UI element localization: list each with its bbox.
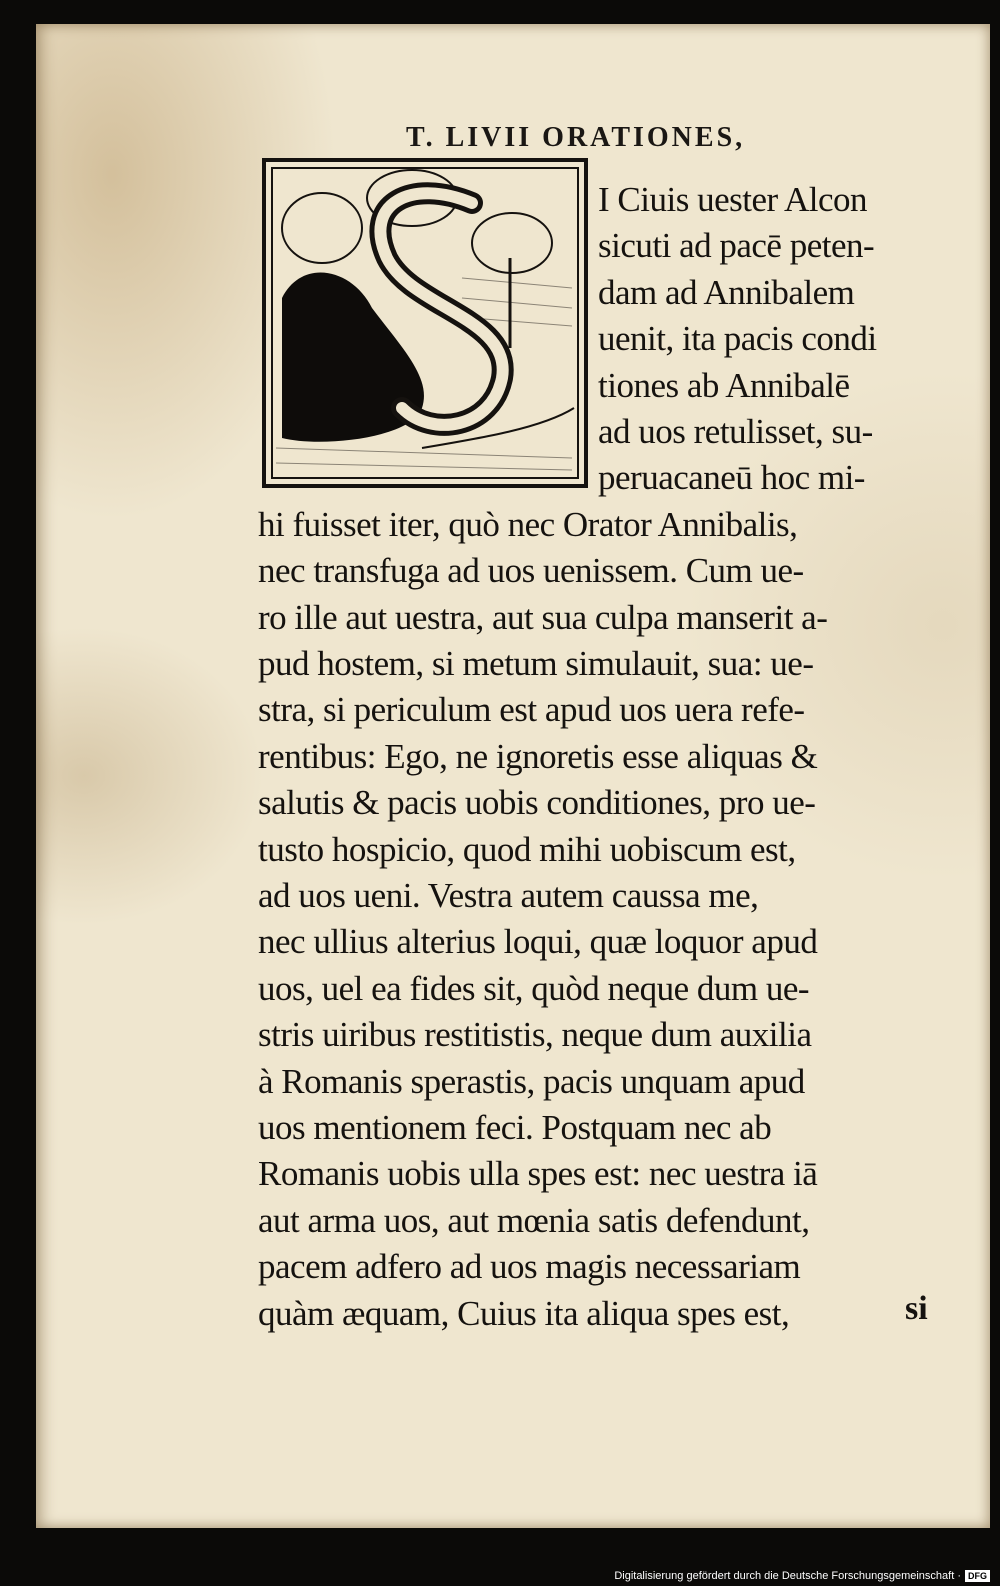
text-line: aut arma uos, aut mœnia satis defendunt, xyxy=(258,1200,810,1240)
text-line: uenit, ita pacis condi xyxy=(598,319,877,359)
text-line: rentibus: Ego, ne ignoretis esse aliquas & xyxy=(258,736,818,776)
text-line: pud hostem, si metum simulauit, sua: ue- xyxy=(258,644,814,683)
woodcut-initial xyxy=(262,158,588,488)
text-line: ro ille aut uestra, aut sua culpa manserit a- xyxy=(258,597,828,637)
text-line: pacem adfero ad uos magis necessariam xyxy=(258,1247,801,1287)
text-line: Romanis uobis ulla spes est: nec uestra iā xyxy=(258,1154,818,1194)
text-line: à Romanis sperastis, pacis unquam apud xyxy=(258,1061,805,1101)
footer-text: Digitalisierung gefördert durch die Deutsche Forschungsgemeinschaft · xyxy=(614,1570,961,1582)
text-line: stra, si periculum est apud uos uera refe- xyxy=(258,690,805,730)
text-line: sicuti ad pacē peten- xyxy=(598,226,875,266)
text-line: nec ullius alterius loqui, quæ loquor apud xyxy=(258,922,818,962)
dfg-logo: DFG xyxy=(965,1570,990,1582)
text-line: stris uiribus restitistis, neque dum auxilia xyxy=(258,1015,812,1055)
footer-credit xyxy=(614,1570,990,1582)
text-line: I Ciuis uester Alcon xyxy=(598,180,867,219)
text-line: uos mentionem feci. Postquam nec ab xyxy=(258,1108,772,1147)
catchword: si xyxy=(905,1290,928,1327)
running-head: T. LIVII ORATIONES, xyxy=(406,122,746,153)
text-line: dam ad Annibalem xyxy=(598,272,855,312)
text-line: peruacaneū hoc mi- xyxy=(598,458,865,498)
text-line: salutis & pacis uobis conditiones, pro ue- xyxy=(258,783,816,823)
text-line: hi fuisset iter, quò nec Orator Annibalis, xyxy=(258,504,798,544)
text-line: tusto hospicio, quod mihi uobiscum est, xyxy=(258,829,796,869)
text-line: uos, uel ea fides sit, quòd neque dum ue- xyxy=(258,968,810,1008)
text-line: ad uos retulisset, su- xyxy=(598,412,873,451)
text-line: quàm æquam, Cuius ita aliqua spes est, xyxy=(258,1293,790,1333)
text-line: tiones ab Annibalē xyxy=(598,365,850,405)
text-line: ad uos ueni. Vestra autem caussa me, xyxy=(258,876,759,915)
text-line: nec transfuga ad uos uenissem. Cum ue- xyxy=(258,551,804,591)
